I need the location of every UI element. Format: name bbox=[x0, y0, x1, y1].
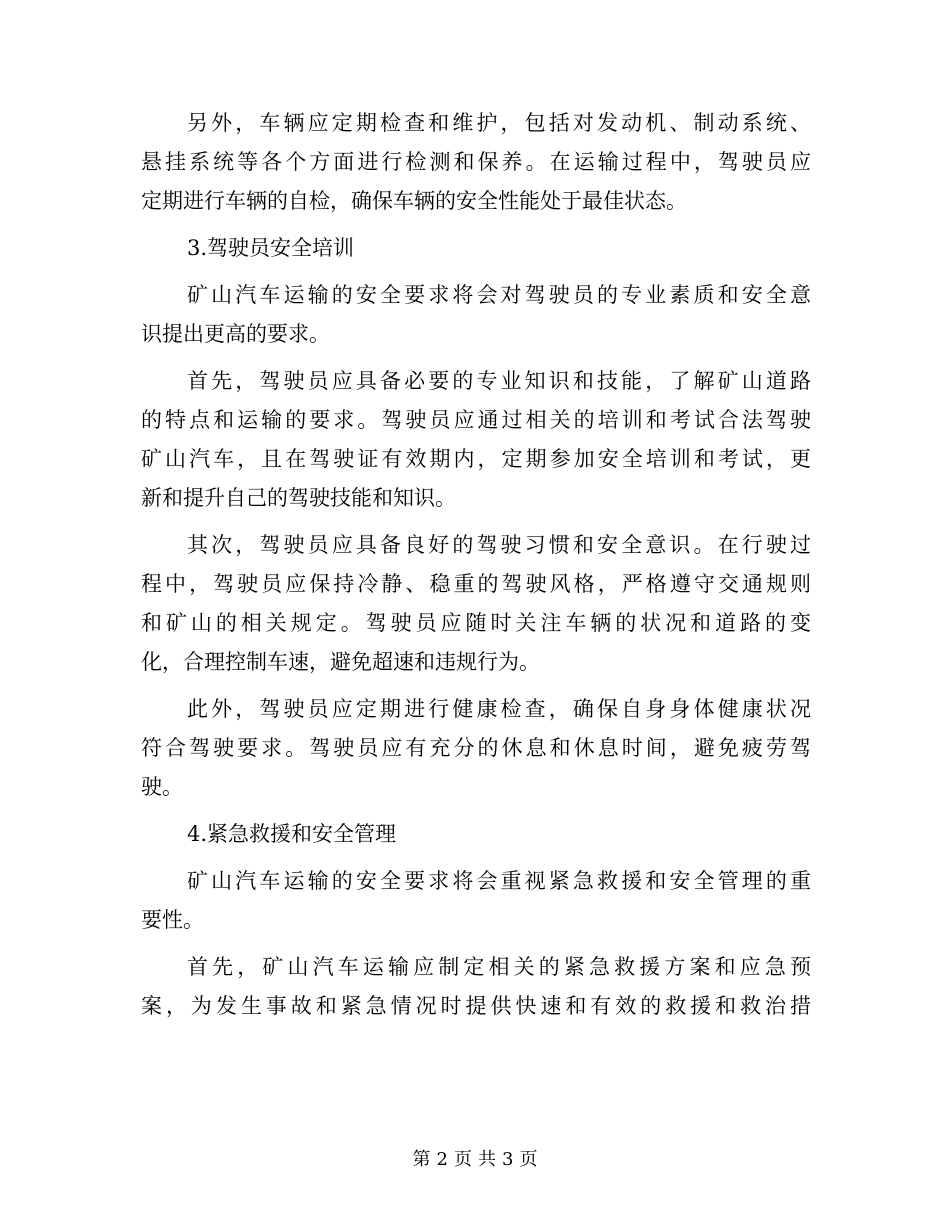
paragraph-emergency-importance bbox=[141, 862, 811, 940]
text-line: 另外，车辆应定期检查和维护，包括对发动机、制动系统、 bbox=[187, 111, 811, 135]
text-line: 矿山汽车运输的安全要求将会对驾驶员的专业素质和安全意 bbox=[187, 283, 811, 307]
total-page-count: 3 bbox=[502, 1149, 514, 1170]
text-line: 其次，驾驶员应具备良好的驾驶习惯和安全意识。在行驶过 bbox=[187, 533, 811, 557]
text-line: 和矿山的相关规定。驾驶员应随时关注车辆的状况和道路的变 bbox=[141, 611, 811, 635]
text-line: 首先，驾驶员应具备必要的专业知识和技能，了解矿山道路 bbox=[187, 369, 811, 393]
page-number-prefix: 第 bbox=[412, 1149, 431, 1170]
text-line: 矿山汽车，且在驾驶证有效期内，定期参加安全培训和考试，更 bbox=[141, 447, 811, 471]
total-pages-prefix: 共 bbox=[478, 1149, 496, 1170]
text-line: 符合驾驶要求。驾驶员应有充分的休息和休息时间，避免疲劳驾 bbox=[141, 736, 811, 760]
current-page-number: 2 bbox=[436, 1149, 448, 1170]
text-line: 定期进行车辆的自检，确保车辆的安全性能处于最佳状态。 bbox=[141, 189, 687, 213]
text-line: 此外，驾驶员应定期进行健康检查，确保自身身体健康状况 bbox=[187, 697, 811, 721]
text-line: 首先，矿山汽车运输应制定相关的紧急救援方案和应急预 bbox=[187, 955, 811, 979]
page-footer bbox=[0, 1146, 950, 1174]
paragraph-vehicle-maintenance bbox=[141, 104, 811, 221]
section-heading-emergency-rescue: 4.紧急救援和安全管理 bbox=[187, 822, 397, 846]
paragraph-driver-requirements bbox=[141, 276, 811, 354]
text-line: 程中，驾驶员应保持冷静、稳重的驾驶风格，严格遵守交通规则 bbox=[141, 572, 811, 596]
paragraph-driving-habits bbox=[141, 526, 811, 682]
text-line: 要性。 bbox=[141, 908, 204, 932]
paragraph-driver-knowledge bbox=[141, 362, 811, 518]
section-heading-driver-training: 3.驾驶员安全培训 bbox=[187, 236, 355, 260]
text-line: 新和提升自己的驾驶技能和知识。 bbox=[141, 486, 456, 510]
text-line: 矿山汽车运输的安全要求将会重视紧急救援和安全管理的重 bbox=[187, 869, 811, 893]
text-line: 悬挂系统等各个方面进行检测和保养。在运输过程中，驾驶员应 bbox=[141, 150, 811, 174]
text-line: 案，为发生事故和紧急情况时提供快速和有效的救援和救治措 bbox=[141, 994, 811, 1018]
text-line: 化，合理控制车速，避免超速和违规行为。 bbox=[141, 650, 540, 674]
text-line: 识提出更高的要求。 bbox=[141, 322, 330, 346]
text-line: 的特点和运输的要求。驾驶员应通过相关的培训和考试合法驾驶 bbox=[141, 408, 811, 432]
page-number-unit: 页 bbox=[454, 1149, 472, 1170]
paragraph-emergency-plan bbox=[141, 948, 811, 1026]
document-body bbox=[141, 104, 811, 1026]
total-pages-unit: 页 bbox=[519, 1149, 538, 1170]
paragraph-health-checks bbox=[141, 690, 811, 807]
text-line: 驶。 bbox=[141, 775, 183, 799]
